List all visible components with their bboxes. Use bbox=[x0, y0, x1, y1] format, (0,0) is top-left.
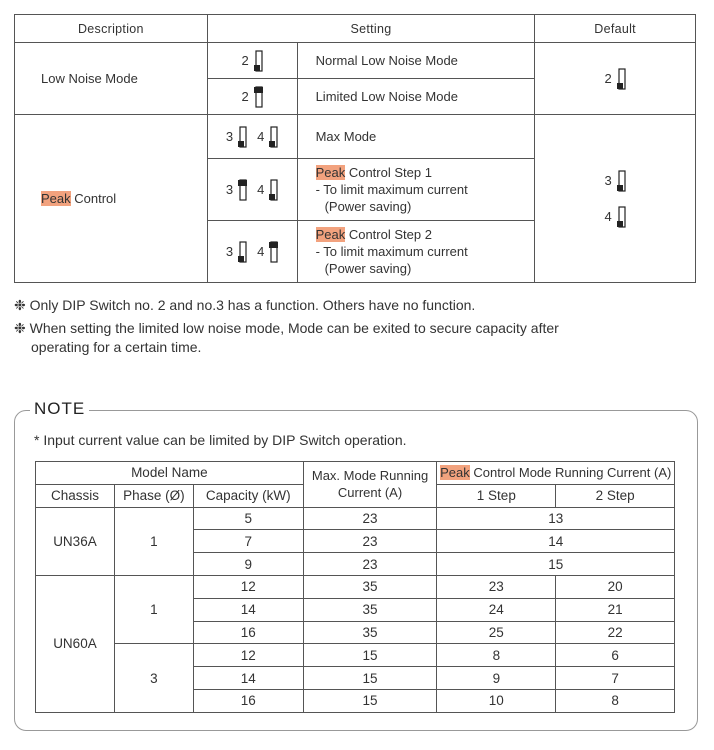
header-1-step: 1 Step bbox=[437, 484, 556, 507]
step2-current-cell: 7 bbox=[556, 667, 675, 690]
step2-current-cell: 8 bbox=[556, 689, 675, 712]
peak-control-step-2 bbox=[297, 221, 535, 283]
footnote-dip-function: ❉ Only DIP Switch no. 2 and no.3 has a function. Others have no function. bbox=[14, 297, 476, 313]
dip-switch-number: 3 bbox=[225, 182, 234, 197]
default-switch-stack bbox=[535, 170, 695, 228]
step1-current-cell: 8 bbox=[437, 644, 556, 667]
header-default: Default bbox=[535, 15, 696, 43]
max-current-cell: 15 bbox=[303, 689, 437, 712]
step2-current-cell: 22 bbox=[556, 621, 675, 644]
dip-switch-number: 4 bbox=[604, 209, 612, 224]
dip-switch-down-icon bbox=[616, 68, 628, 90]
dip-switch bbox=[603, 70, 628, 85]
step-title: Control Step 2 bbox=[345, 227, 432, 242]
header-capacity: Capacity (kW) bbox=[193, 484, 303, 507]
dip-switch bbox=[535, 206, 695, 228]
switch-setting-cell bbox=[207, 43, 297, 79]
switch-setting-cell bbox=[207, 79, 297, 115]
header-2-step: 2 Step bbox=[556, 484, 675, 507]
switch-setting-cell bbox=[207, 159, 297, 221]
capacity-cell: 14 bbox=[193, 667, 303, 690]
capacity-cell: 9 bbox=[193, 553, 303, 576]
dip-switch-number: 4 bbox=[257, 182, 265, 197]
header-max-mode-current bbox=[303, 462, 437, 508]
step-note: (Power saving) bbox=[324, 199, 412, 214]
step1-current-cell: 25 bbox=[437, 621, 556, 644]
max-mode: Max Mode bbox=[297, 115, 535, 159]
max-mode-header-text: Max. Mode Running Current (A) bbox=[311, 468, 429, 501]
header-model-name: Model Name bbox=[36, 462, 304, 485]
header-setting: Setting bbox=[207, 15, 535, 43]
header-chassis: Chassis bbox=[36, 484, 115, 507]
peak-highlight: Peak bbox=[315, 165, 346, 180]
capacity-cell: 16 bbox=[193, 689, 303, 712]
chassis-un36a: UN36A bbox=[36, 507, 115, 575]
dip-switch-number: 3 bbox=[604, 173, 612, 188]
peak-control-step-1 bbox=[297, 159, 535, 221]
dip-switch-up-icon bbox=[268, 241, 280, 263]
chassis-un60a: UN60A bbox=[36, 575, 115, 712]
note-text: * Input current value can be limited by DIP Switch operation. bbox=[34, 432, 407, 448]
dip-switch-number: 4 bbox=[257, 129, 265, 144]
step2-current-cell: 21 bbox=[556, 598, 675, 621]
capacity-cell: 7 bbox=[193, 530, 303, 553]
header-description: Description bbox=[15, 15, 208, 43]
peak-highlight: Peak bbox=[41, 191, 71, 206]
max-current-cell: 23 bbox=[303, 507, 437, 530]
dip-switch-number: 3 bbox=[225, 244, 234, 259]
dip-switch-down-icon bbox=[616, 206, 628, 228]
peak-highlight: Peak bbox=[440, 465, 470, 481]
footnote-limited-mode: ❉ When setting the limited low noise mode, Mode can be exited to secure capacity after bbox=[14, 320, 559, 336]
capacity-cell: 12 bbox=[193, 644, 303, 667]
step-current-cell: 15 bbox=[437, 553, 675, 576]
dip-switch bbox=[240, 52, 265, 67]
footnote-limited-mode-cont: operating for a certain time. bbox=[31, 339, 202, 355]
dip-switch-down-icon bbox=[237, 126, 249, 148]
max-current-cell: 35 bbox=[303, 575, 437, 598]
max-current-cell: 15 bbox=[303, 644, 437, 667]
low-noise-default bbox=[535, 43, 696, 115]
dip-switch-down-icon bbox=[237, 241, 249, 263]
peak-highlight: Peak bbox=[315, 227, 346, 242]
step-note: (Power saving) bbox=[324, 261, 412, 276]
step1-current-cell: 24 bbox=[437, 598, 556, 621]
phase-cell: 3 bbox=[114, 644, 193, 712]
note-title: NOTE bbox=[30, 399, 89, 419]
header-phase: Phase (Ø) bbox=[114, 484, 193, 507]
dip-switch bbox=[255, 181, 280, 196]
low-noise-mode-label: Low Noise Mode bbox=[15, 43, 208, 115]
capacity-cell: 14 bbox=[193, 598, 303, 621]
peak-control-label bbox=[15, 115, 208, 283]
step-title: Control Step 1 bbox=[345, 165, 432, 180]
dip-switch-table bbox=[14, 14, 696, 283]
dip-switch-down-icon bbox=[268, 179, 280, 201]
step1-current-cell: 23 bbox=[437, 575, 556, 598]
dip-switch-down-icon bbox=[268, 126, 280, 148]
normal-low-noise-mode: Normal Low Noise Mode bbox=[297, 43, 535, 79]
dip-switch-down-icon bbox=[253, 50, 265, 72]
step1-current-cell: 9 bbox=[437, 667, 556, 690]
peak-control-label-rest: Control bbox=[70, 191, 117, 206]
dip-switch bbox=[224, 181, 249, 196]
capacity-cell: 12 bbox=[193, 575, 303, 598]
phase-cell: 1 bbox=[114, 507, 193, 575]
dip-switch bbox=[224, 128, 249, 143]
dip-switch bbox=[224, 243, 249, 258]
max-current-cell: 23 bbox=[303, 530, 437, 553]
dip-switch-up-icon bbox=[253, 86, 265, 108]
capacity-cell: 5 bbox=[193, 507, 303, 530]
dip-switch-number: 4 bbox=[257, 244, 265, 259]
header-peak-control-current bbox=[437, 462, 675, 485]
step-description: - To limit maximum current bbox=[315, 182, 468, 197]
phase-cell: 1 bbox=[114, 575, 193, 643]
switch-setting-cell bbox=[207, 115, 297, 159]
step2-current-cell: 6 bbox=[556, 644, 675, 667]
step1-current-cell: 10 bbox=[437, 689, 556, 712]
step-current-cell: 13 bbox=[437, 507, 675, 530]
max-current-cell: 35 bbox=[303, 621, 437, 644]
dip-switch bbox=[255, 243, 280, 258]
step-current-cell: 14 bbox=[437, 530, 675, 553]
running-current-table bbox=[35, 461, 675, 713]
step-description: - To limit maximum current bbox=[315, 244, 468, 259]
dip-switch-number: 2 bbox=[604, 71, 612, 86]
dip-switch-up-icon bbox=[237, 179, 249, 201]
max-current-cell: 15 bbox=[303, 667, 437, 690]
dip-switch bbox=[255, 128, 280, 143]
switch-setting-cell bbox=[207, 221, 297, 283]
step2-current-cell: 20 bbox=[556, 575, 675, 598]
max-current-cell: 23 bbox=[303, 553, 437, 576]
max-current-cell: 35 bbox=[303, 598, 437, 621]
peak-control-default bbox=[535, 115, 696, 283]
limited-low-noise-mode: Limited Low Noise Mode bbox=[297, 79, 535, 115]
capacity-cell: 16 bbox=[193, 621, 303, 644]
dip-switch-down-icon bbox=[616, 170, 628, 192]
peak-header-rest: Control Mode Running Current (A) bbox=[469, 465, 672, 481]
dip-switch-number: 2 bbox=[241, 89, 249, 104]
dip-switch-number: 2 bbox=[241, 53, 249, 68]
dip-switch-number: 3 bbox=[225, 129, 234, 144]
dip-switch bbox=[535, 170, 695, 192]
dip-switch bbox=[240, 88, 265, 103]
